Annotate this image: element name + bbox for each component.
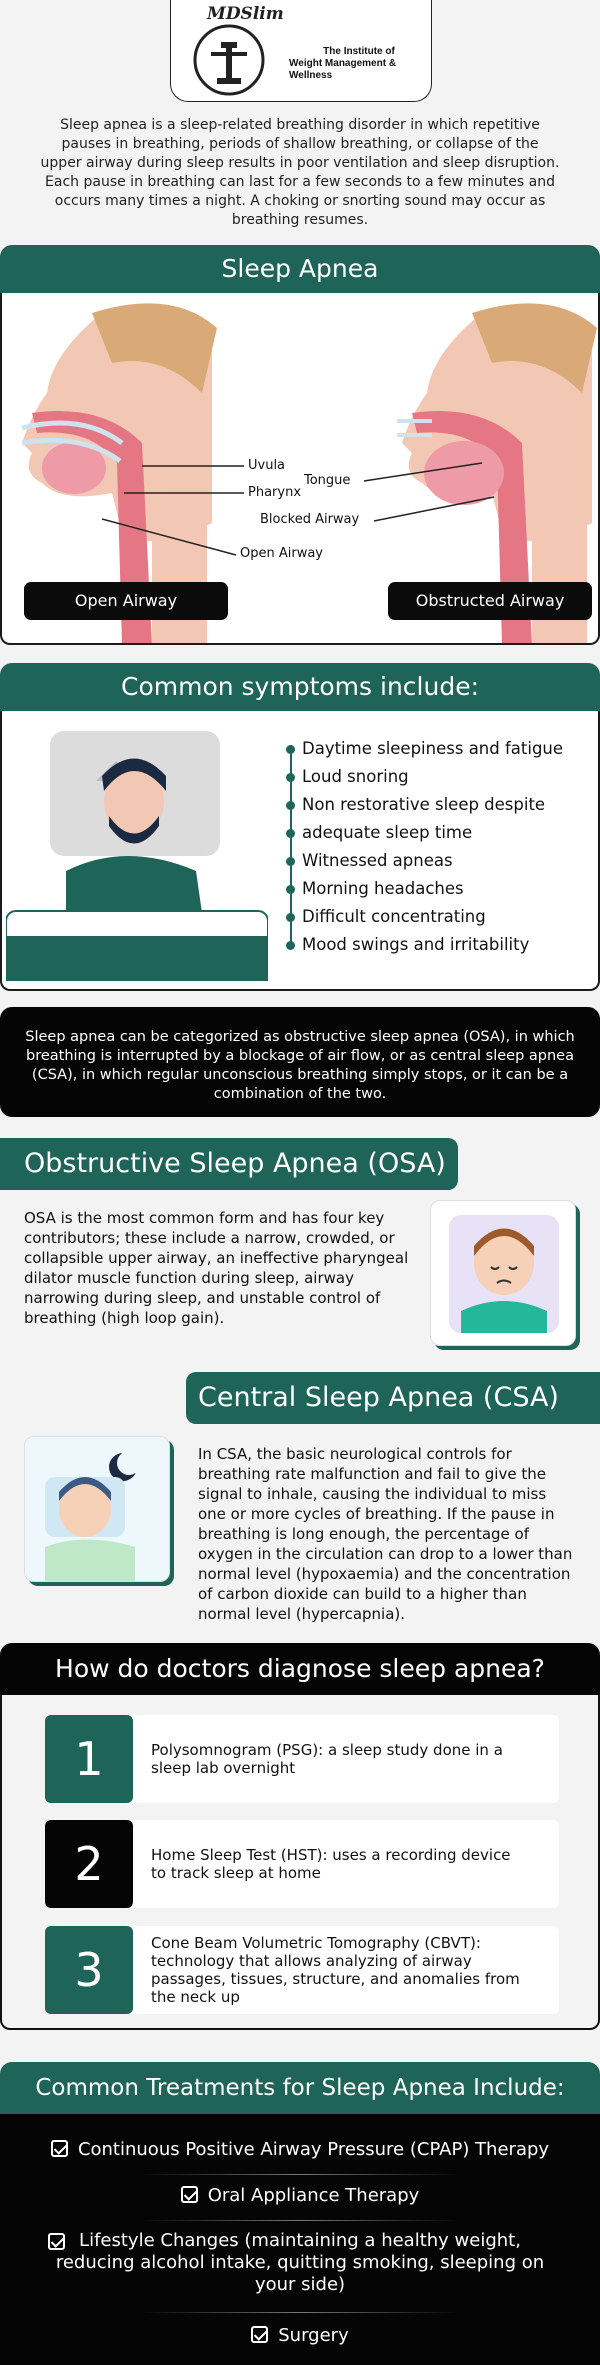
- label-tongue: Tongue: [304, 473, 351, 488]
- treatment-divider: [140, 2220, 460, 2221]
- diagnose-number: 1: [45, 1715, 133, 1803]
- sleep-apnea-title: Sleep Apnea: [221, 254, 379, 283]
- sleep-apnea-panel: [0, 293, 600, 645]
- symptom-item: adequate sleep time: [286, 819, 596, 847]
- osa-title: Obstructive Sleep Apnea (OSA): [0, 1138, 458, 1190]
- checkbox-icon: [181, 2186, 198, 2203]
- logo-card: [170, 0, 432, 102]
- diagnose-text: Polysomnogram (PSG): a sleep study done in a sleep lab overnight: [151, 1741, 503, 1777]
- osa-text: OSA is the most common form and has four key contributors; these include a narrow, crowded, or collapsible upper airway, an ineffective pharyngeal dilator muscle function during sleep, airway narrowing during sleep, and unstable control of breathing (high loop gain).: [24, 1209, 409, 1327]
- label-uvula: Uvula: [248, 458, 286, 473]
- treatment-item: [40, 2230, 560, 2296]
- sleeping-person-moon-icon: [25, 1437, 170, 1582]
- treatment-divider: [140, 2312, 460, 2313]
- sleep-apnea-header: [0, 245, 600, 293]
- csa-illustration-card: [24, 1436, 170, 1582]
- treatment-label: Continuous Positive Airway Pressure (CPAP) Therapy: [77, 2139, 550, 2160]
- treatments-header: Common Treatments for Sleep Apnea Include:: [0, 2062, 600, 2114]
- csa-text: In CSA, the basic neurological controls for breathing rate malfunction and fail to give the signal to inhale, causing the individual to miss one or more cycles of breathing. If the pause in breathing is long enough, the percentage of oxygen in the circulation can drop to a lower than normal level (hypoxaemia) and the concentration of carbon dioxide can build to a higher than normal level (hypercapnia).: [198, 1445, 573, 1623]
- treatment-label: Lifestyle Changes (maintaining a healthy weight, reducing alcohol intake, quitting smoking, sleeping on your side): [55, 2230, 545, 2295]
- symptom-item: Non restorative sleep despite: [286, 791, 596, 819]
- label-pharynx: Pharynx: [248, 485, 302, 500]
- diagnose-text: Cone Beam Volumetric Tomography (CBVT): technology that allows analyzing of airway passages, tissues, structure, and anomalies from the neck up: [151, 1934, 520, 2006]
- treatment-item: [20, 2325, 580, 2347]
- diagnose-panel: [0, 1695, 600, 2030]
- checkbox-icon: [251, 2326, 268, 2343]
- diagnose-item: [45, 1820, 559, 1908]
- treatments-panel: [0, 2114, 600, 2365]
- diagnose-number: 3: [45, 1926, 133, 2014]
- treatment-divider: [140, 2174, 460, 2175]
- diagnose-item: [45, 1715, 559, 1803]
- logo-subtitle: [289, 46, 429, 82]
- sleeping-child-icon: [431, 1201, 576, 1346]
- logo-wordmark: MDSlim: [207, 4, 284, 24]
- symptoms-panel: [0, 711, 600, 991]
- symptom-item: Witnessed apneas: [286, 847, 596, 875]
- treatment-label: Surgery: [278, 2325, 349, 2346]
- osa-illustration-card: [430, 1200, 576, 1346]
- treatment-label: Oral Appliance Therapy: [207, 2185, 420, 2206]
- csa-title: Central Sleep Apnea (CSA): [186, 1372, 600, 1424]
- diagnose-header: How do doctors diagnose sleep apnea?: [0, 1643, 600, 1695]
- symptoms-list: [286, 735, 596, 959]
- obstructed-airway-label: Obstructed Airway: [388, 582, 592, 620]
- symptom-item: Daytime sleepiness and fatigue: [286, 735, 596, 763]
- open-airway-label: Open Airway: [24, 582, 228, 620]
- symptoms-header: [0, 663, 600, 711]
- treatment-item: [20, 2185, 580, 2207]
- treatment-item: [20, 2139, 580, 2161]
- logo-line-2: Weight Management & Wellness: [289, 58, 397, 81]
- symptom-item: Mood swings and irritability: [286, 931, 596, 959]
- checkbox-icon: [48, 2233, 65, 2250]
- diagnose-item: [45, 1926, 559, 2014]
- diagnose-number: 2: [45, 1820, 133, 1908]
- symptom-item: Loud snoring: [286, 763, 596, 791]
- label-blocked-airway: Blocked Airway: [260, 512, 360, 527]
- categories-box: Sleep apnea can be categorized as obstructive sleep apnea (OSA), in which breathing is interrupted by a blockage of air flow, or as central sleep apnea (CSA), in which regular unconscious breathing simply stops, or it can be a combination of the two.: [0, 1007, 600, 1117]
- label-open-airway-anatomy: Open Airway: [240, 546, 323, 561]
- intro-paragraph: Sleep apnea is a sleep-related breathing disorder in which repetitive pauses in breathing, periods of shallow breathing, or collapse of the upper airway during sleep results in poor ventilation and sleep disruption. Each pause in breathing can last for a few seconds to a few minutes and occurs many times a night. A choking or snorting sound may occur as breathing resumes.: [40, 117, 560, 228]
- symptom-item: Difficult concentrating: [286, 903, 596, 931]
- symptom-item: Morning headaches: [286, 875, 596, 903]
- diagnose-text: Home Sleep Test (HST): uses a recording device to track sleep at home: [151, 1846, 511, 1882]
- checkbox-icon: [51, 2140, 68, 2157]
- symptoms-title: Common symptoms include:: [120, 672, 479, 701]
- logo-line-1: The Institute of: [323, 46, 395, 57]
- sleeping-man-icon: [6, 721, 268, 981]
